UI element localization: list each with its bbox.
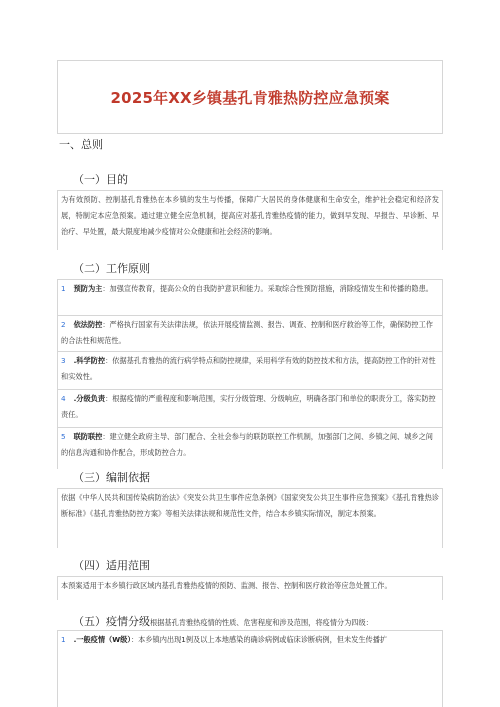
subsection-heading-principles: （二）工作原则 bbox=[73, 262, 150, 275]
principle-text: ：根据疫情的严重程度和影响范围，实行分级管理、分级响应，明确各部门和单位的职责分工，落实防控责任。 bbox=[61, 394, 436, 419]
basis-text: 依据《中华人民共和国传染病防治法》《突发公共卫生事件应急条例》《国家突发公共卫生事件应急预案》《基孔肯雅热诊断标准》《基孔肯雅热防控方案》等相关法律法规和规范性文件，结合本乡镇实际情况，制定本预案。 bbox=[61, 493, 439, 518]
principle-text: ：建立健全政府主导、部门配合、全社会参与的联防联控工作机制，加强部门之间、乡镇之间、城乡之间的信息沟通和协作配合，形成防控合力。 bbox=[61, 432, 433, 457]
list-number: 1 bbox=[61, 635, 66, 644]
principle-text: ：依据基孔肯雅热的流行病学特点和防控规律，采用科学有效的防控技术和方法，提高防控工作的针对性和实效性。 bbox=[61, 356, 436, 381]
grading-text: ：本乡镇内出现1例及以上本地感染的确诊病例或临床诊断病例，但未发生传播扩 bbox=[130, 635, 388, 644]
section-heading-general: 一、总则 bbox=[59, 138, 103, 151]
scope-text: 本预案适用于本乡镇行政区域内基孔肯雅热疫情的预防、监测、报告、控制和医疗救治等应急处置工作。 bbox=[61, 581, 392, 590]
principle-item bbox=[61, 281, 439, 297]
list-number: 3 bbox=[61, 356, 66, 365]
principle-label: 联防联控 bbox=[73, 432, 103, 441]
subsection-heading-purpose: （一）目的 bbox=[73, 173, 128, 186]
principle-label: .分级负责 bbox=[73, 394, 106, 403]
purpose-box bbox=[57, 190, 443, 250]
purpose-text: 为有效预防、控制基孔肯雅热在本乡镇的发生与传播，保障广大居民的身体健康和生命安全，维护社会稳定和经济发展，特制定本应急预案。通过建立健全应急机制，提高应对基孔肯雅热疫情的能力，做到早发现、早报告、早诊断、早治疗、早处置，最大限度地减少疫情对公众健康和社会经济的影响。 bbox=[61, 195, 439, 236]
principle-label: 依法防控 bbox=[73, 320, 103, 329]
basis-box bbox=[57, 488, 443, 548]
document-page bbox=[57, 60, 443, 707]
grading-box bbox=[57, 630, 443, 707]
list-number: 1 bbox=[61, 284, 66, 293]
principle-label: 预防为主 bbox=[73, 284, 103, 293]
subsection-heading-grading: （五）疫情分级 bbox=[73, 615, 150, 628]
principles-box bbox=[57, 279, 443, 469]
principle-text: ：加强宣传教育，提高公众的自我防护意识和能力。采取综合性预防措施，消除疫情发生和传播的隐患。 bbox=[102, 284, 433, 293]
grading-intro: 根据基孔肯雅热疫情的性质、危害程度和涉及范围，将疫情分为四级： bbox=[150, 618, 373, 627]
scope-box bbox=[57, 576, 443, 600]
title-block bbox=[57, 60, 443, 134]
principle-text: ：严格执行国家有关法律法规，依法开展疫情监测、报告、调查、控制和医疗救治等工作，确保防控工作的合法性和规范性。 bbox=[61, 320, 433, 345]
principle-item bbox=[61, 353, 439, 385]
principle-label: .科学防控 bbox=[73, 356, 106, 365]
list-number: 2 bbox=[61, 320, 66, 329]
grading-label: .一般疫情（W级） bbox=[73, 635, 131, 644]
grading-item bbox=[61, 632, 439, 648]
principle-item bbox=[61, 317, 439, 349]
document-title: 2025年XX乡镇基孔肯雅热防控应急预案 bbox=[110, 89, 390, 107]
grading-heading-line bbox=[73, 610, 443, 629]
subsection-heading-basis: （三）编制依据 bbox=[73, 471, 150, 484]
principle-item bbox=[61, 391, 439, 423]
principle-item bbox=[61, 429, 439, 461]
list-number: 4 bbox=[61, 394, 66, 403]
list-number: 5 bbox=[61, 432, 66, 441]
subsection-heading-scope: （四）适用范围 bbox=[73, 559, 150, 572]
